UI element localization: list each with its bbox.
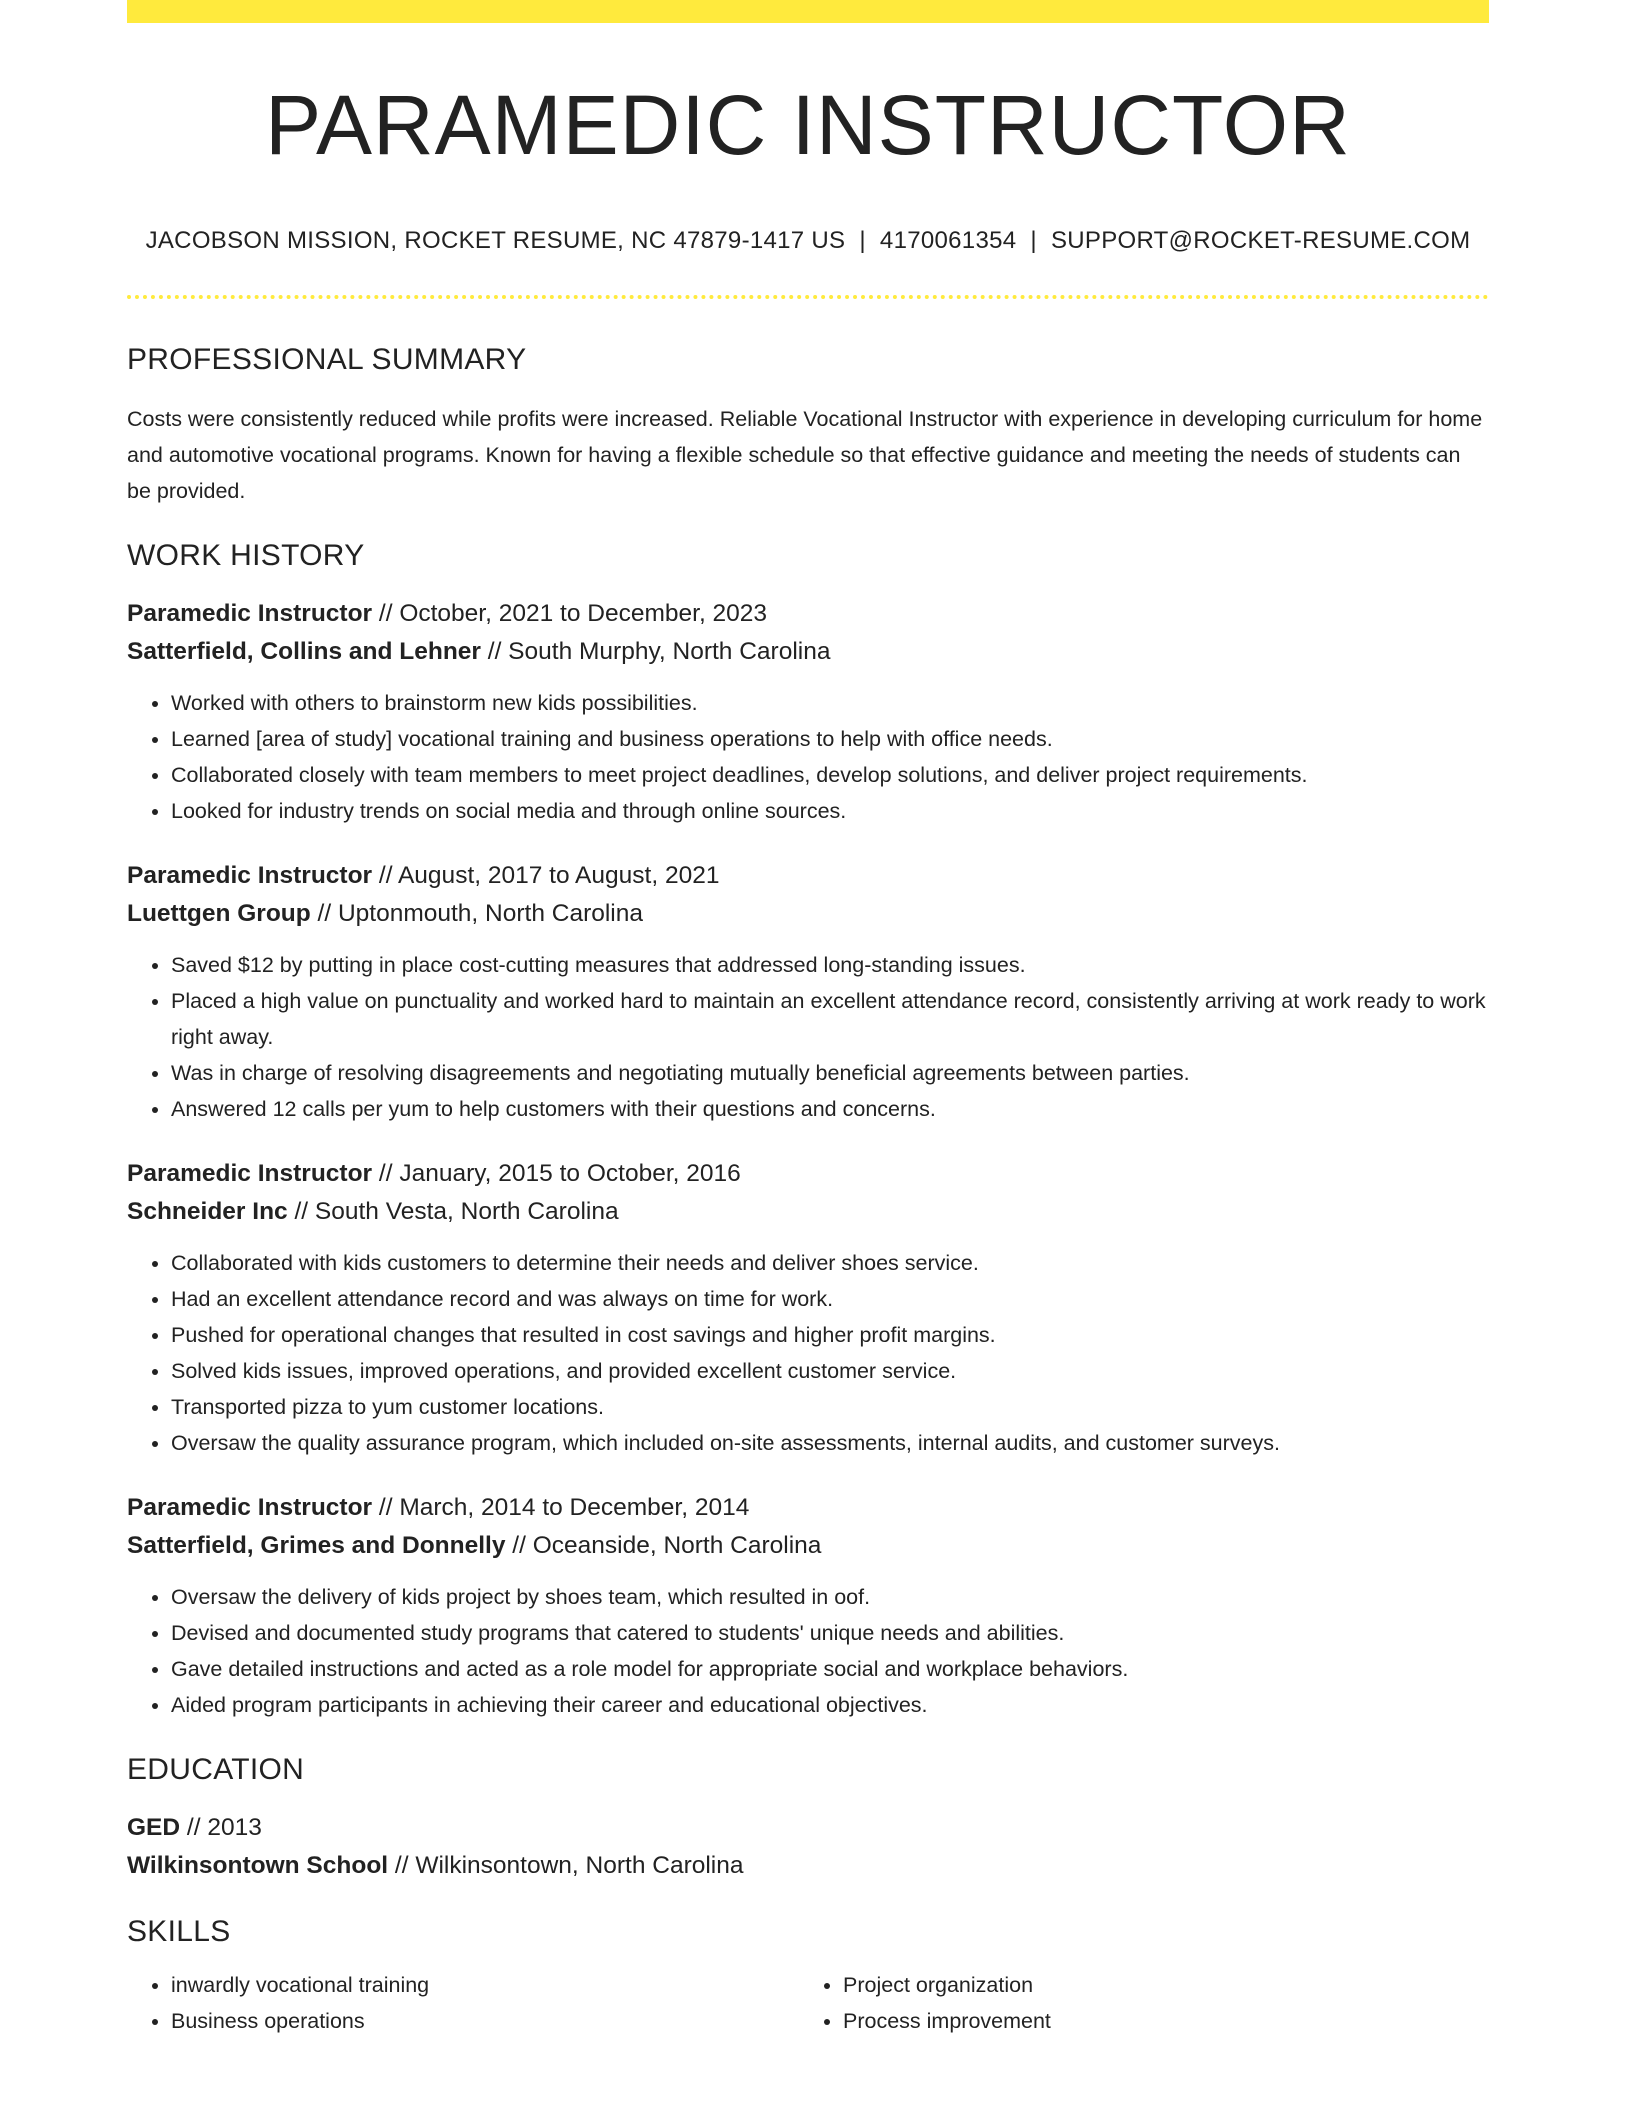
work-history-heading: WORK HISTORY bbox=[127, 539, 365, 572]
job-bullet: • Placed a high value on punctuality and worked hard to maintain an excellent attendance record, consistently arriving at work ready to work right away. bbox=[171, 983, 1489, 1055]
skills-heading: SKILLS bbox=[127, 1915, 231, 1948]
skills-column-right bbox=[799, 1967, 1471, 2039]
job-bullet: • Aided program participants in achieving their career and educational objectives. bbox=[171, 1687, 1489, 1723]
education-school-line bbox=[127, 1847, 1489, 1885]
job-bullet: • Gave detailed instructions and acted as a role model for appropriate social and workplace behaviors. bbox=[171, 1651, 1489, 1687]
job-company-line bbox=[127, 895, 1489, 933]
job-title-line bbox=[127, 1155, 1489, 1193]
job-company-line bbox=[127, 633, 1489, 671]
contact-email: SUPPORT@ROCKET-RESUME.COM bbox=[1050, 227, 1471, 254]
job-bullet: • Was in charge of resolving disagreements and negotiating mutually beneficial agreements between parties. bbox=[171, 1055, 1489, 1091]
job-bullets bbox=[127, 947, 1489, 1127]
skills-column-left bbox=[127, 1967, 799, 2039]
job-company: Schneider Inc bbox=[127, 1198, 288, 1225]
job-role: Paramedic Instructor bbox=[127, 862, 373, 889]
education-location: // Wilkinsontown, North Carolina bbox=[388, 1852, 744, 1879]
job-bullets bbox=[127, 1245, 1489, 1461]
job-bullet: • Worked with others to brainstorm new kids possibilities. bbox=[171, 685, 1489, 721]
job-location: // South Vesta, North Carolina bbox=[287, 1198, 619, 1225]
job-entry bbox=[127, 1489, 1489, 1723]
job-bullet: • Solved kids issues, improved operations, and provided excellent customer service. bbox=[171, 1353, 1489, 1389]
skill-item: • Business operations bbox=[171, 2003, 799, 2039]
dotted-divider bbox=[127, 295, 1489, 299]
job-role: Paramedic Instructor bbox=[127, 600, 373, 627]
job-bullet: • Learned [area of study] vocational training and business operations to help with office needs. bbox=[171, 721, 1489, 757]
job-bullet: • Devised and documented study programs that catered to students' unique needs and abilities. bbox=[171, 1615, 1489, 1651]
job-location: // South Murphy, North Carolina bbox=[480, 638, 831, 665]
summary-heading: PROFESSIONAL SUMMARY bbox=[127, 343, 527, 376]
summary-text: Costs were consistently reduced while profits were increased. Reliable Vocational Instructor with experience in developing curriculum for home and automotive vocational programs. Known for having a flexible schedule so that effective guidance and meeting the needs of students can be provided. bbox=[127, 407, 1483, 503]
resume-name: PARAMEDIC INSTRUCTOR bbox=[265, 78, 1351, 172]
job-location: // Oceanside, North Carolina bbox=[505, 1532, 822, 1559]
education-degree-line bbox=[127, 1809, 1489, 1847]
contact-separator: | bbox=[1030, 227, 1037, 254]
job-bullets bbox=[127, 685, 1489, 829]
job-bullet: • Pushed for operational changes that resulted in cost savings and higher profit margins. bbox=[171, 1317, 1489, 1353]
job-role: Paramedic Instructor bbox=[127, 1494, 373, 1521]
job-title-line bbox=[127, 857, 1489, 895]
job-entry bbox=[127, 1155, 1489, 1461]
job-company: Luettgen Group bbox=[127, 900, 311, 927]
skills-grid bbox=[127, 1967, 1489, 2039]
job-bullet: • Collaborated closely with team members to meet project deadlines, develop solutions, and deliver project requirements. bbox=[171, 757, 1489, 793]
job-role: Paramedic Instructor bbox=[127, 1160, 373, 1187]
resume-page bbox=[127, 0, 1489, 2039]
job-company-line bbox=[127, 1527, 1489, 1565]
job-dates: // October, 2021 to December, 2023 bbox=[372, 600, 768, 627]
education-year: // 2013 bbox=[180, 1814, 262, 1841]
job-bullet: • Had an excellent attendance record and was always on time for work. bbox=[171, 1281, 1489, 1317]
job-company: Satterfield, Grimes and Donnelly bbox=[127, 1532, 506, 1559]
job-bullet: • Transported pizza to yum customer locations. bbox=[171, 1389, 1489, 1425]
skill-item: • Process improvement bbox=[843, 2003, 1471, 2039]
job-bullet: • Oversaw the delivery of kids project by shoes team, which resulted in oof. bbox=[171, 1579, 1489, 1615]
contact-line bbox=[127, 227, 1489, 255]
contact-phone: 4170061354 bbox=[879, 227, 1017, 254]
contact-address: JACOBSON MISSION, ROCKET RESUME, NC 47879-1417 US bbox=[145, 227, 846, 254]
job-bullet: • Saved $12 by putting in place cost-cutting measures that addressed long-standing issues. bbox=[171, 947, 1489, 983]
job-title-line bbox=[127, 1489, 1489, 1527]
job-entry bbox=[127, 595, 1489, 829]
job-bullets bbox=[127, 1579, 1489, 1723]
job-title-line bbox=[127, 595, 1489, 633]
job-entry bbox=[127, 857, 1489, 1127]
job-dates: // March, 2014 to December, 2014 bbox=[372, 1494, 750, 1521]
education-heading: EDUCATION bbox=[127, 1753, 305, 1786]
job-dates: // January, 2015 to October, 2016 bbox=[372, 1160, 741, 1187]
job-location: // Uptonmouth, North Carolina bbox=[310, 900, 644, 927]
job-dates: // August, 2017 to August, 2021 bbox=[372, 862, 720, 889]
skill-item: • inwardly vocational training bbox=[171, 1967, 799, 2003]
skill-item: • Project organization bbox=[843, 1967, 1471, 2003]
education-school: Wilkinsontown School bbox=[127, 1852, 389, 1879]
job-bullet: • Oversaw the quality assurance program, which included on-site assessments, internal audits, and customer surveys. bbox=[171, 1425, 1489, 1461]
job-bullet: • Looked for industry trends on social media and through online sources. bbox=[171, 793, 1489, 829]
job-bullet: • Answered 12 calls per yum to help customers with their questions and concerns. bbox=[171, 1091, 1489, 1127]
accent-top-bar bbox=[127, 0, 1489, 23]
job-company-line bbox=[127, 1193, 1489, 1231]
job-bullet: • Collaborated with kids customers to determine their needs and deliver shoes service. bbox=[171, 1245, 1489, 1281]
education-degree: GED bbox=[127, 1814, 181, 1841]
job-company: Satterfield, Collins and Lehner bbox=[127, 638, 481, 665]
contact-separator: | bbox=[859, 227, 866, 254]
